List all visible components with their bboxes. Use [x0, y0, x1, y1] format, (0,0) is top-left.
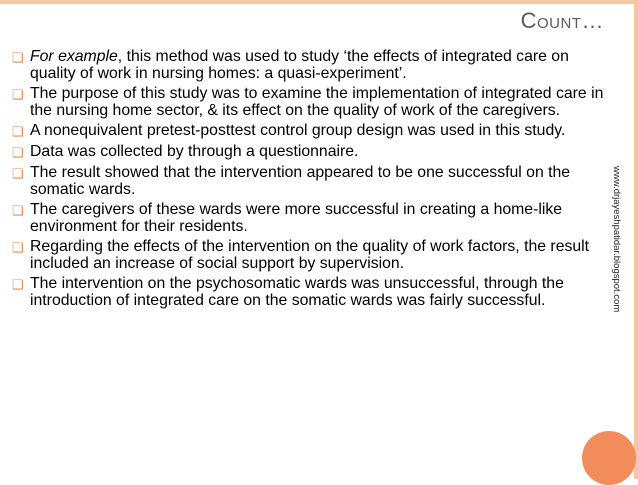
list-item [12, 164, 610, 198]
bullet-text: Data was collected by through a questionnaire. [30, 143, 359, 160]
list-item [12, 238, 610, 272]
list-item [12, 122, 610, 140]
slide-title: Count… [520, 8, 604, 33]
bullet-text: Regarding the effects of the intervention on the quality of work factors, the result included an increase of social support by supervision. [30, 238, 590, 272]
bullet-text: The caregivers of these wards were more successful in creating a home-like environment for their residents. [30, 201, 563, 235]
square-bullet-icon: ❑ [12, 166, 24, 181]
bullet-list [12, 48, 610, 312]
list-item [12, 48, 610, 82]
slide-right-border [634, 0, 638, 479]
list-item [12, 275, 610, 309]
square-bullet-icon: ❑ [12, 50, 24, 65]
list-item [12, 143, 610, 161]
bullet-text: The purpose of this study was to examine the implementation of integrated care in the nursing home sector, & its effect on the quality of work of the caregivers. [30, 85, 604, 119]
square-bullet-icon: ❑ [12, 124, 24, 139]
list-item [12, 85, 610, 119]
bullet-lead: For example [30, 48, 118, 65]
square-bullet-icon: ❑ [12, 240, 24, 255]
bullet-text: , this method was used to study ‘the effects of integrated care on quality of work in nursing homes: a quasi-experiment’. [30, 48, 569, 82]
bullet-text: The intervention on the psychosomatic wards was unsuccessful, through the introduction of integrated care on the somatic wards was fairly successful. [30, 275, 564, 309]
square-bullet-icon: ❑ [12, 87, 24, 102]
square-bullet-icon: ❑ [12, 145, 24, 160]
slide-top-border [0, 0, 638, 4]
bullet-text: A nonequivalent pretest-posttest control group design was used in this study. [30, 122, 566, 139]
bullet-text: The result showed that the intervention appeared to be one successful on the somatic wards. [30, 164, 571, 198]
square-bullet-icon: ❑ [12, 203, 24, 218]
list-item [12, 201, 610, 235]
square-bullet-icon: ❑ [12, 277, 24, 292]
decorative-circle [582, 431, 636, 485]
watermark-url: www.drjayeshpatidar.blogspot.com [611, 166, 622, 313]
